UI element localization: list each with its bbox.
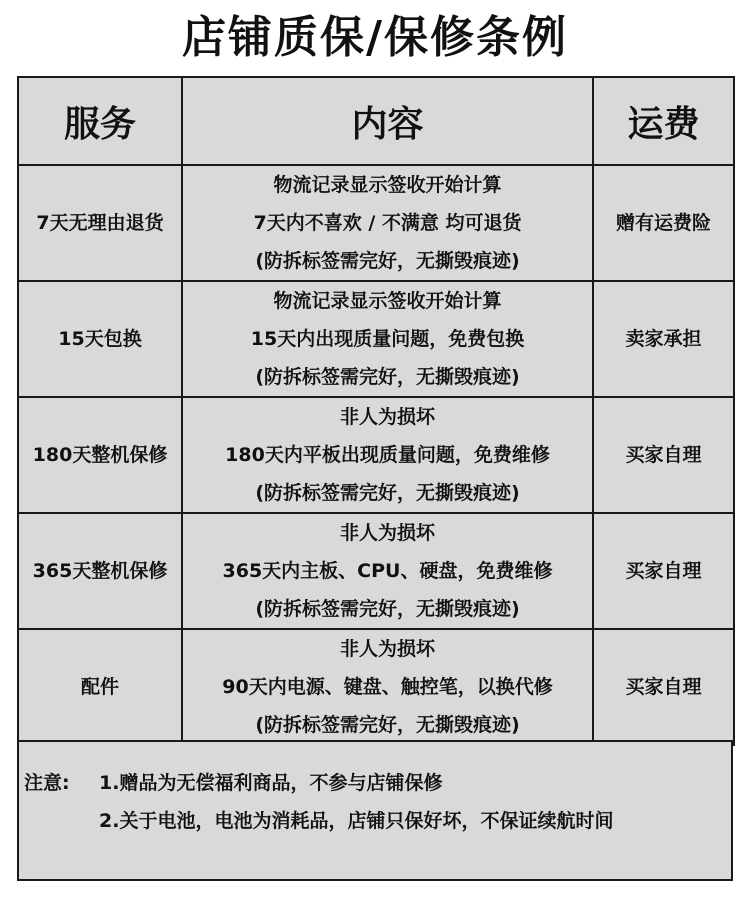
content-line: 非人为损坏 — [339, 406, 435, 428]
content-line: 180天内平板出现质量问题，免费维修 — [225, 444, 550, 466]
table-row — [18, 165, 734, 281]
content-line: 90天内电源、键盘、触控笔，以换代修 — [222, 676, 553, 698]
notes-prefix: 注意: — [24, 772, 70, 794]
shipping-cell: 买家自理 — [593, 513, 734, 629]
content-line: 非人为损坏 — [339, 638, 435, 660]
content-line: (防拆标签需完好，无撕毁痕迹) — [255, 714, 520, 736]
shipping-cell: 卖家承担 — [593, 281, 734, 397]
shipping-cell: 买家自理 — [593, 629, 734, 745]
content-line: (防拆标签需完好，无撕毁痕迹) — [255, 250, 520, 272]
warranty-table — [17, 76, 735, 746]
content-cell — [182, 513, 593, 629]
content-cell — [182, 165, 593, 281]
table-row — [18, 397, 734, 513]
service-cell: 15天包换 — [18, 281, 182, 397]
content-line: 15天内出现质量问题，免费包换 — [250, 328, 525, 350]
service-cell: 180天整机保修 — [18, 397, 182, 513]
page-title: 店铺质保/保修条例 — [181, 12, 569, 63]
service-cell: 365天整机保修 — [18, 513, 182, 629]
header-shipping: 运费 — [593, 77, 734, 165]
content-line: (防拆标签需完好，无撕毁痕迹) — [255, 598, 520, 620]
table-header-row — [18, 77, 734, 165]
content-line: (防拆标签需完好，无撕毁痕迹) — [255, 482, 520, 504]
shipping-cell: 赠有运费险 — [593, 165, 734, 281]
note-text: 2.关于电池，电池为消耗品，店铺只保好坏，不保证续航时间 — [99, 810, 614, 832]
content-line: 7天内不喜欢 / 不满意 均可退货 — [253, 212, 522, 234]
content-cell — [182, 629, 593, 745]
content-line: 物流记录显示签收开始计算 — [273, 290, 502, 312]
service-cell: 7天无理由退货 — [18, 165, 182, 281]
content-line: (防拆标签需完好，无撕毁痕迹) — [255, 366, 520, 388]
table-row — [18, 513, 734, 629]
content-line: 物流记录显示签收开始计算 — [273, 174, 502, 196]
header-service: 服务 — [18, 77, 182, 165]
content-line: 365天内主板、CPU、硬盘，免费维修 — [222, 560, 553, 582]
shipping-cell: 买家自理 — [593, 397, 734, 513]
table-row — [18, 281, 734, 397]
header-content: 内容 — [182, 77, 593, 165]
note-item — [19, 764, 731, 802]
note-item — [19, 802, 731, 840]
notes-box — [17, 740, 733, 881]
service-cell: 配件 — [18, 629, 182, 745]
content-cell — [182, 281, 593, 397]
content-cell — [182, 397, 593, 513]
table-row — [18, 629, 734, 745]
content-line: 非人为损坏 — [339, 522, 435, 544]
note-text: 1.赠品为无偿福利商品，不参与店铺保修 — [99, 772, 443, 794]
